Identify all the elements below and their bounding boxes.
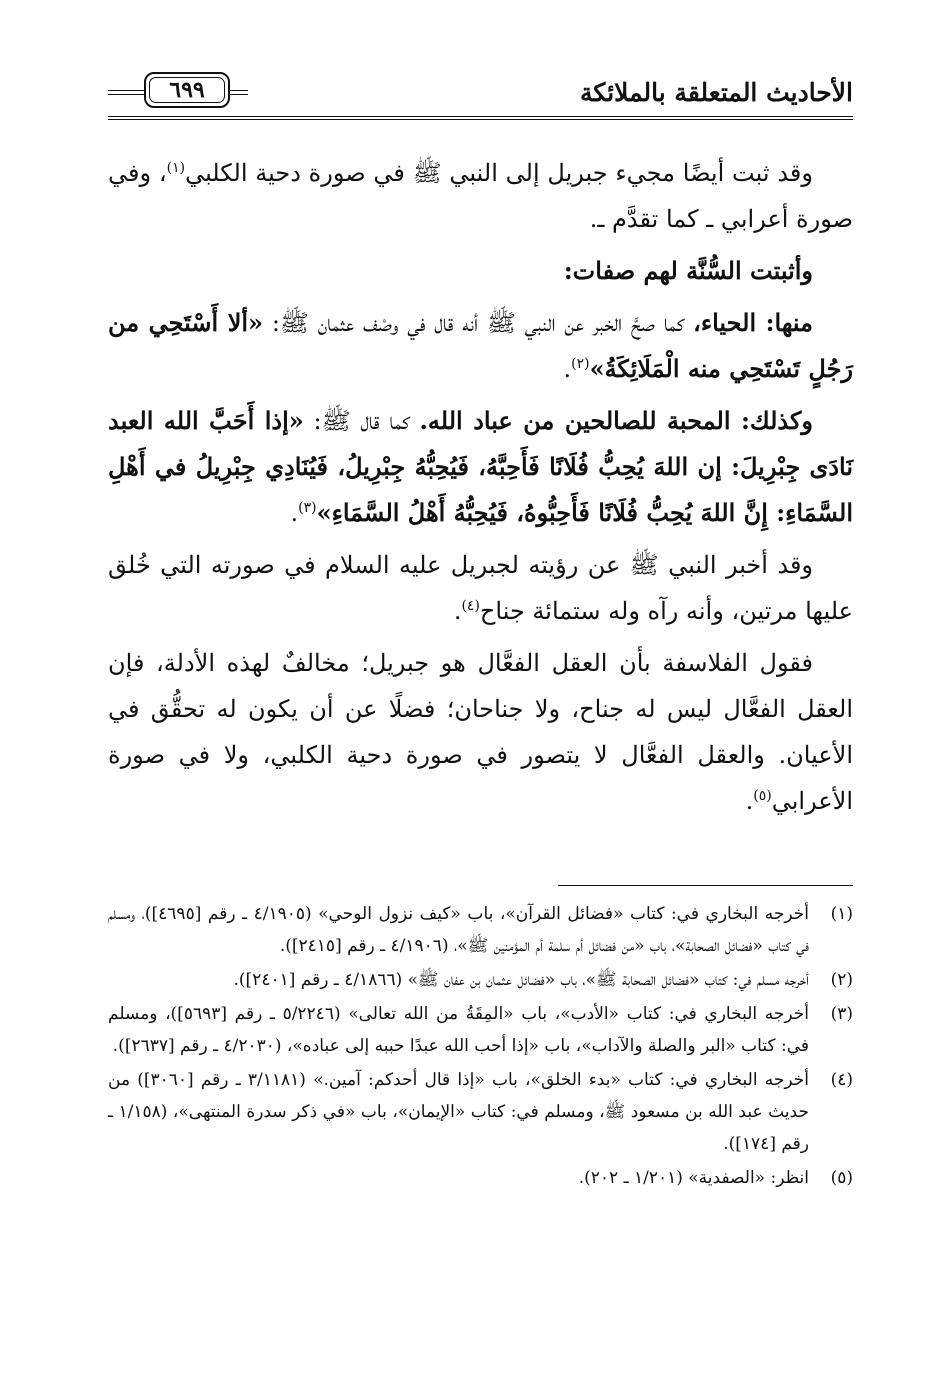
footnote-5: [108, 1162, 853, 1194]
footnote-1: [108, 898, 853, 962]
footnote-number: (١): [830, 904, 853, 924]
footnotes: [108, 898, 853, 1196]
footnote-separator: [558, 885, 853, 886]
paragraph-3: [108, 300, 853, 392]
footnote-text: أخرجه البخاري في: كتاب «فضائل القرآن»، باب «كيف نزول الوحي» (٤/١٩٠٥ ـ رقم [٤٦٩٥])، ومسلم في كتاب «فضائل الصحابة»، باب «من فضائل أم سلمة أم المؤمنين ﷺ»، (٤/١٩٠٦ ـ رقم [٢٤١٥]).: [108, 904, 809, 956]
footnote-2: [108, 964, 853, 996]
p6-end: .: [745, 787, 754, 815]
p5-end: .: [453, 597, 462, 625]
header-ornament-line-right: [230, 90, 248, 95]
paragraph-6: [108, 640, 853, 824]
footnote-text: أخرجه البخاري في: كتاب «بدء الخلق»، باب «إذا قال أحدكم: آمين.» (٣/١١٨١ ـ رقم [٣٠٦٠]) من حديث عبد الله بن مسعود ﷺ، ومسلم في: كتاب «الإيمان»، باب «في ذكر سدرة المنتهى»، (١/١٥٨ ـ رقم [١٧٤]).: [108, 1070, 809, 1154]
p2-text: وأثبتت السُّنَّة لهم صفات:: [563, 256, 813, 285]
header-rule: [108, 116, 853, 120]
p5-text: وقد أخبر النبي ﷺ عن رؤيته لجبريل عليه السلام في صورته التي خُلق عليها مرتين، وأنه رآه وله ستمائة جناح: [108, 551, 853, 625]
footnote-number: (٢): [830, 970, 853, 990]
p1-text-end: ، وفي صورة أعرابي ـ كما تقدَّم ـ.: [108, 159, 853, 233]
p3-end: .: [563, 355, 572, 383]
p6-text: فقول الفلاسفة بأن العقل الفعَّال هو جبريل؛ مخالفٌ لهذه الأدلة، فإن العقل الفعَّال ليس له جناح، ولا جناحان؛ فضلًا عن أن يكون له تحقُّق في الأعيان. والعقل الفعَّال لا يتصور في صورة دحية الكلبي، ولا في صورة الأعرابي: [108, 649, 853, 815]
page-number: ٦٩٩: [144, 72, 230, 108]
running-title: الأحاديث المتعلقة بالملائكة: [580, 78, 853, 107]
hadith-quote-2: «إذا أَحَبَّ الله العبد نَادَى جِبْرِيلَ: إن اللهَ يُحِبُّ فُلَانًا فَأَحِبَّهُ، فَيُحِبُّهُ جِبْرِيلُ، فَيُنَادِي جِبْرِيلُ في أَهْلِ السَّمَاءِ: إِنَّ اللهَ يُحِبُّ فُلَانًا فَأَحِبُّوهُ، فَيُحِبُّهُ أَهْلُ السَّمَاءِ»: [108, 406, 853, 527]
footnote-ref-3: (٣): [298, 500, 317, 516]
footnote-number: (٥): [830, 1168, 853, 1188]
footnote-ref-4: (٤): [461, 598, 480, 614]
paragraph-5: [108, 542, 853, 634]
p4-end: .: [290, 499, 299, 527]
footnote-3: [108, 998, 853, 1062]
footnote-4: [108, 1064, 853, 1160]
paragraph-4: [108, 398, 853, 536]
paragraph-2: [108, 248, 853, 294]
p1-text: وقد ثبت أيضًا مجيء جبريل إلى النبي ﷺ في صورة دحية الكلبي: [185, 159, 813, 187]
footnote-number: (٤): [830, 1070, 853, 1090]
main-text: [108, 150, 853, 836]
p4-text: كما قال ﷺ:: [303, 407, 420, 435]
page-header: [108, 72, 853, 122]
footnote-ref-2: (٢): [571, 356, 590, 372]
header-ornament-line-left: [108, 90, 144, 95]
footnote-text: انظر: «الصفدية» (١/٢٠١ ـ ٢٠٢).: [578, 1168, 809, 1188]
footnote-number: (٣): [830, 1004, 853, 1024]
footnote-text: أخرجه مسلم في: كتاب «فضائل الصحابة ﷺ»، باب «فضائل عثمان بن عفان ﷺ» (٤/١٨٦٦ ـ رقم [٢٤٠١]).: [233, 970, 809, 990]
p4-lead: وكذلك: المحبة للصالحين من عباد الله.: [419, 406, 814, 435]
paragraph-1: [108, 150, 853, 242]
p3-lead: منها: الحياء،: [693, 308, 813, 337]
footnote-ref-1: (١): [166, 160, 186, 176]
footnote-ref-5: (٥): [753, 788, 772, 804]
footnote-text: أخرجه البخاري في: كتاب «الأدب»، باب «المِقَةُ من الله تعالى» (٥/٢٢٤٦ ـ رقم [٥٦٩٣])، ومسلم في: كتاب «البر والصلة والآداب»، باب «إذا أحب الله عبدًا حببه إلى عباده»، (٤/٢٠٣٠ ـ رقم [٢٦٣٧]).: [108, 1004, 809, 1056]
hadith-quote-1: «ألا أَسْتَحِي من رَجُلٍ تَسْتَحِي منه الْمَلَائِكَةُ»: [108, 308, 853, 383]
p3-text: كما صحَّ الخبر عن النبي ﷺ أنه قال في وصْف عثمان ﷺ:: [263, 309, 694, 337]
